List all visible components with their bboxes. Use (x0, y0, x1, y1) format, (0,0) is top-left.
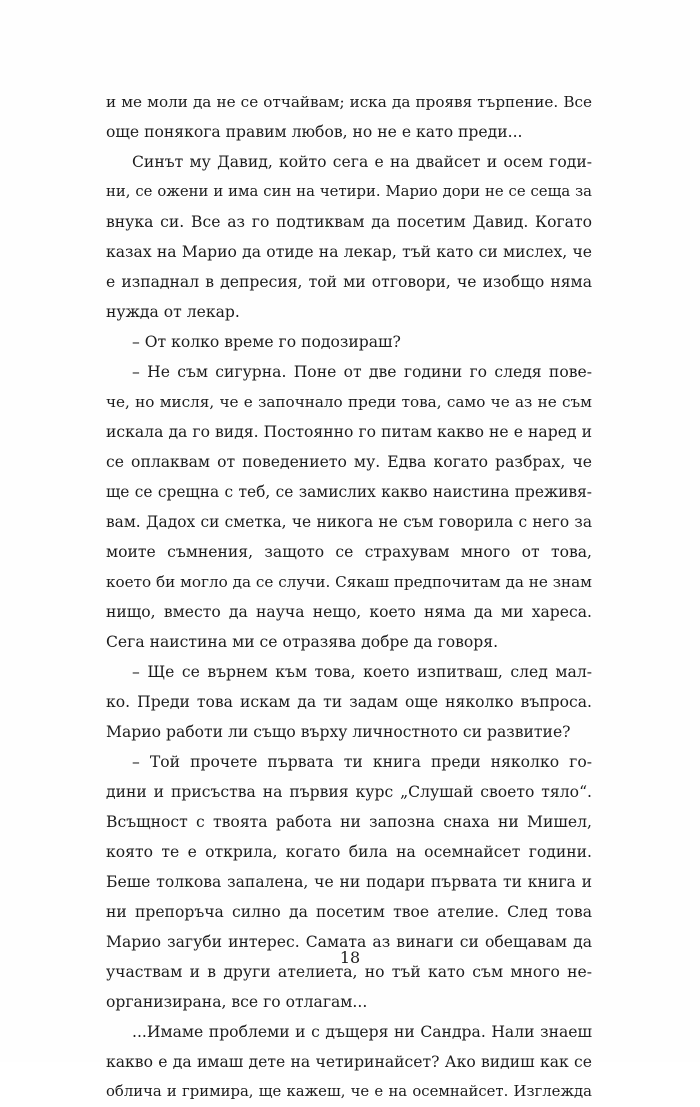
text-line: Сега наистина ми се отразява добре да говоря. (106, 633, 499, 651)
text-line: Марио работи ли също върху личностното си развитие? (106, 723, 571, 741)
text-line: казах на Марио да отиде на лекар, тъй като си мислех, че (106, 243, 592, 261)
text-line: – От колко време го подозираш? (132, 333, 401, 351)
text-line: се оплаквам от поведението му. Едва когато разбрах, че (106, 453, 592, 471)
text-line: облича и гримира, ще кажеш, че е на осемнайсет. Изглежда (106, 1083, 592, 1100)
text-line: ни препоръча силно да посетим твое ателие. След това (106, 903, 592, 921)
text-line: Беше толкова запалена, че ни подари първата ти книга и (106, 873, 592, 891)
text-line: още понякога правим любов, но не е като преди... (106, 123, 523, 141)
text-line: вам. Дадох си сметка, че никога не съм говорила с него за (106, 513, 592, 531)
text-line: какво е да имаш дете на четиринайсет? Ако видиш как се (106, 1053, 592, 1071)
text-line: Всъщност с твоята работа ни запозна снаха ни Мишел, (106, 813, 592, 831)
text-line: – Не съм сигурна. Поне от две години го следя пове- (132, 363, 592, 381)
text-line: която те е открила, когато била на осемнайсет години. (106, 843, 592, 861)
text-line: нужда от лекар. (106, 303, 240, 321)
text-line: – Ще се върнем към това, което изпитваш, след мал- (132, 663, 592, 681)
text-line: че, но мисля, че е започнало преди това, само че аз не съм (106, 393, 592, 411)
text-line: ще се срещна с теб, се замислих какво наистина преживя- (106, 483, 592, 501)
text-line: моите съмнения, защото се страхувам много от това, (106, 543, 592, 561)
text-line: е изпаднал в депресия, той ми отговори, че изобщо няма (106, 273, 592, 291)
text-line: ко. Преди това искам да ти задам още няколко въпроса. (106, 693, 592, 711)
text-line: искала да го видя. Постоянно го питам какво не е наред и (106, 423, 592, 441)
text-line: организирана, все го отлагам... (106, 993, 368, 1011)
text-line: дини и присъства на първия курс „Слушай своето тяло“. (106, 783, 592, 801)
text-line: Марио загуби интерес. Самата аз винаги си обещавам да (106, 933, 592, 951)
text-line: ...Имаме проблеми и с дъщеря ни Сандра. Нали знаеш (132, 1023, 592, 1041)
text-line: което би могло да се случи. Сякаш предпочитам да не знам (106, 573, 592, 591)
text-line: участвам и в други ателиета, но тъй като съм много не- (106, 963, 592, 981)
page-number: 18 (339, 948, 361, 967)
text-line: и ме моли да не се отчайвам; иска да проявя търпение. Все (106, 93, 592, 111)
text-line: Синът му Давид, който сега е на двайсет и осем годи- (132, 153, 592, 171)
text-line: ни, се ожени и има син на четири. Марио дори не се сеща за (106, 183, 592, 200)
text-line: нищо, вместо да науча нещо, което няма да ми харесa. (106, 603, 592, 621)
text-line: внука си. Все аз го подтиквам да посетим Давид. Когато (106, 213, 592, 231)
text-line: – Той прочете първата ти книга преди няколко го- (132, 753, 592, 771)
